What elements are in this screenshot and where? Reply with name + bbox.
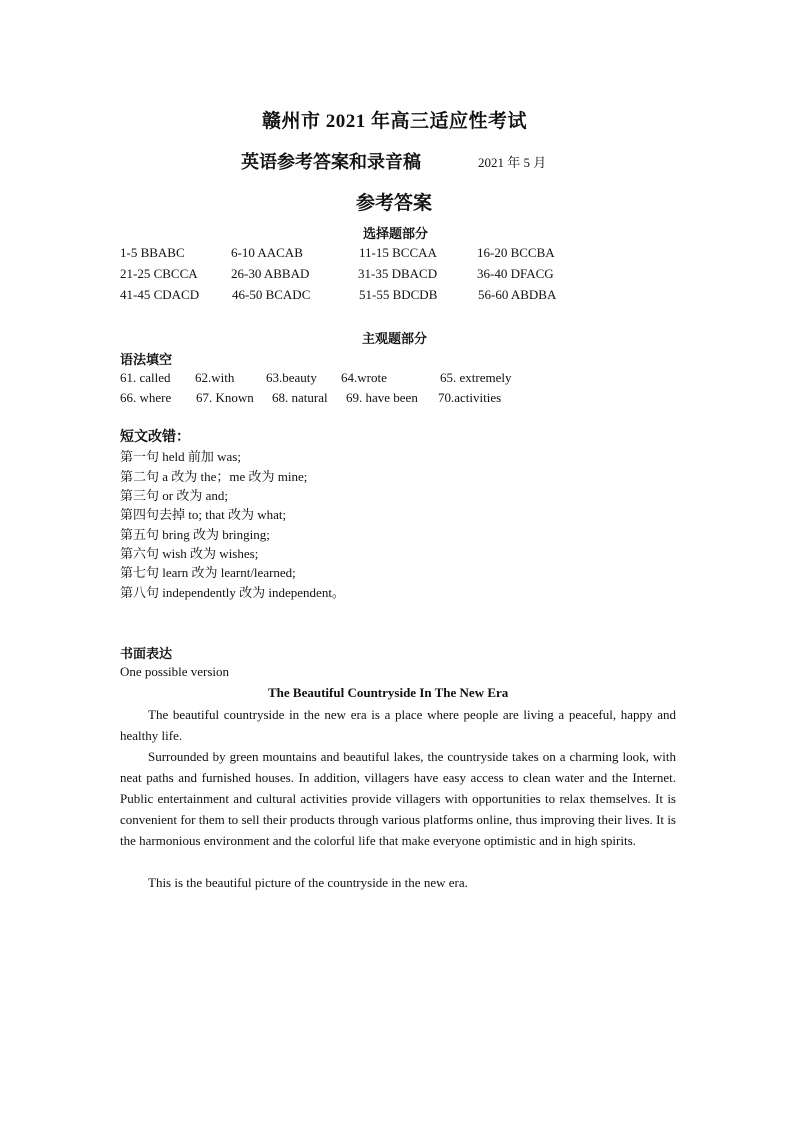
correction-heading: 短文改错： — [120, 430, 190, 445]
correction-line: 第七句 learn 改为 learnt/learned; — [120, 565, 296, 580]
grammar-cell: 64.wrote — [341, 370, 387, 385]
answer-cell: 1-5 BBABC — [120, 245, 185, 260]
correction-line: 第五句 bring 改为 bringing; — [120, 527, 270, 542]
correction-line: 第一句 held 前加 was; — [120, 449, 241, 464]
choice-section-heading: 选择题部分 — [363, 226, 429, 241]
grammar-cell: 69. have been — [346, 390, 418, 405]
writing-heading: 书面表达 — [120, 646, 173, 661]
grammar-cell: 62.with — [195, 370, 235, 385]
correction-line: 第八句 independently 改为 independent。 — [120, 585, 345, 600]
grammar-cell: 70.activities — [438, 390, 502, 405]
answer-cell: 31-35 DBACD — [358, 266, 438, 281]
answer-cell: 6-10 AACAB — [231, 245, 303, 260]
page-subtitle: 英语参考答案和录音稿 — [241, 152, 421, 172]
grammar-cell: 68. natural — [272, 390, 328, 405]
answer-cell: 46-50 BCADC — [232, 287, 311, 302]
answer-cell: 56-60 ABDBA — [478, 287, 557, 302]
answer-cell: 21-25 CBCCA — [120, 266, 198, 281]
grammar-cell: 63.beauty — [266, 370, 317, 385]
essay-paragraph: The beautiful countryside in the new era is a place where people are living a peaceful, happy and healthy life. — [120, 707, 676, 743]
version-label: One possible version — [120, 664, 230, 679]
essay-paragraph: This is the beautiful picture of the countryside in the new era. — [148, 875, 468, 890]
answer-cell: 36-40 DFACG — [477, 266, 554, 281]
correction-line: 第三句 or 改为 and; — [120, 488, 228, 503]
essay-title: The Beautiful Countryside In The New Era — [268, 685, 509, 700]
answer-cell: 51-55 BDCDB — [359, 287, 438, 302]
correction-line: 第二句 a 改为 the；me 改为 mine; — [120, 469, 308, 484]
answer-cell: 26-30 ABBAD — [231, 266, 310, 281]
answer-cell: 41-45 CDACD — [120, 287, 200, 302]
essay-paragraph: Surrounded by green mountains and beautiful lakes, the countryside takes on a charming look, with neat paths and furnished houses. In addition, villagers have easy access to clean water and the Internet. Public entertainment and cultural activities provide villagers with opportunities to relax themselves. It is convenient for them to sell their products through various platforms online, thus improving their lives. It is the harmonious environment and the colorful life that make everyone optimistic and in high spirits. — [120, 749, 676, 848]
grammar-cell: 65. extremely — [440, 370, 512, 385]
correction-line: 第四句去掉 to; that 改为 what; — [120, 507, 287, 522]
grammar-cell: 66. where — [120, 390, 172, 405]
page-title: 赣州市 2021 年高三适应性考试 — [262, 111, 528, 132]
grammar-cell: 67. Known — [196, 390, 254, 405]
subjective-section-heading: 主观题部分 — [362, 331, 428, 346]
answer-cell: 11-15 BCCAA — [359, 245, 437, 260]
grammar-heading: 语法填空 — [120, 352, 173, 367]
correction-line: 第六句 wish 改为 wishes; — [120, 546, 259, 561]
answers-heading: 参考答案 — [356, 193, 433, 214]
answer-cell: 16-20 BCCBA — [477, 245, 555, 260]
exam-date: 2021 年 5 月 — [478, 155, 547, 170]
grammar-cell: 61. called — [120, 370, 171, 385]
